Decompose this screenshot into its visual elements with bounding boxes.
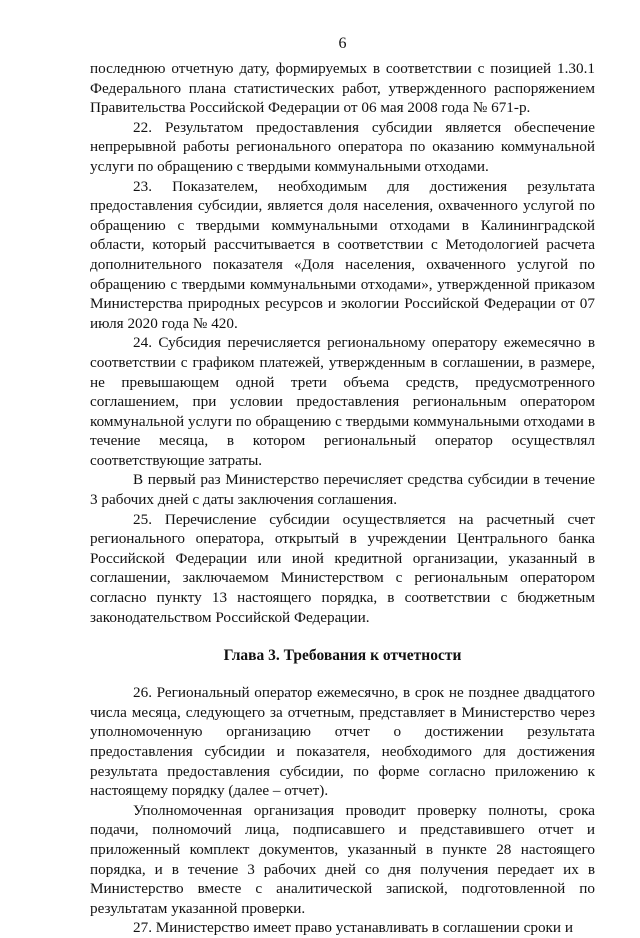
paragraph-26-continued: Уполномоченная организация проводит проверку полноты, срока подачи, полномочий лица, подписавшего и представившего отчет и приложенный комплект документов, указанный в пункте 28 настоящего порядка, и в течение 3 рабочих дней со дня получения передает их в Министерство вместе с аналитической запиской, подготовленной по результатам указанной проверки. xyxy=(90,801,595,917)
page-number: 6 xyxy=(338,35,347,52)
paragraph-26: 26. Региональный оператор ежемесячно, в срок не позднее двадцатого числа месяца, следующего за отчетным, представляет в Министерство через уполномоченную организацию отчет о достижении результата предоставления субсидии и показателя, необходимого для достижения результата предоставления субсидии, по форме согласно приложению к настоящему порядку (далее – отчет). xyxy=(90,684,595,800)
paragraph-24: 24. Субсидия перечисляется региональному оператору ежемесячно в соответствии с графиком платежей, утвержденным в соглашении, в размере, не превышающем одной трети объема средств, предусмотренного соглашением, при условии предоставления региональным оператором коммунальной услуги по обращению с твердыми коммунальными отходами в течение месяца, в котором региональный оператор осуществлял соответствующие затраты. xyxy=(90,334,595,469)
paragraph-25: 25. Перечисление субсидии осуществляется на расчетный счет регионального оператора, открытый в учреждении Центрального банка Российской Федерации или иной кредитной организации, указанный в соглашении, заключаемом Министерством с региональным оператором согласно пункту 13 настоящего порядка, в соответствии с бюджетным законодательством Российской Федерации. xyxy=(90,510,595,626)
paragraph-23: 23. Показателем, необходимым для достижения результата предоставления субсидии, является доля населения, охваченного услугой по обращению с твердыми коммунальными отходами в Калининградской области, который рассчитывается в соответствии с Методологией расчета дополнительного показателя «Доля населения, охваченного услугой по обращению с твердыми коммунальными отходами», утвержденной приказом Министерства природных ресурсов и экологии Российской Федерации от 07 июля 2020 года № 420. xyxy=(90,177,595,332)
paragraph-continuation: последнюю отчетную дату, формируемых в соответствии с позицией 1.30.1 Федерального плана статистических работ, утвержденного распоряжением Правительства Российской Федерации от 06 мая 2008 года № 671-р. xyxy=(90,60,595,117)
chapter-heading: Глава 3. Требования к отчетности xyxy=(223,647,462,665)
paragraph-22: 22. Результатом предоставления субсидии является обеспечение непрерывной работы регионального оператора по оказанию коммунальной услуги по обращению с твердыми коммунальными отходами. xyxy=(90,118,595,175)
paragraph-24-continued: В первый раз Министерство перечисляет средства субсидии в течение 3 рабочих дней с даты заключения соглашения. xyxy=(90,471,595,509)
paragraph-27: 27. Министерство имеет право устанавливать в соглашении сроки и xyxy=(133,919,573,937)
